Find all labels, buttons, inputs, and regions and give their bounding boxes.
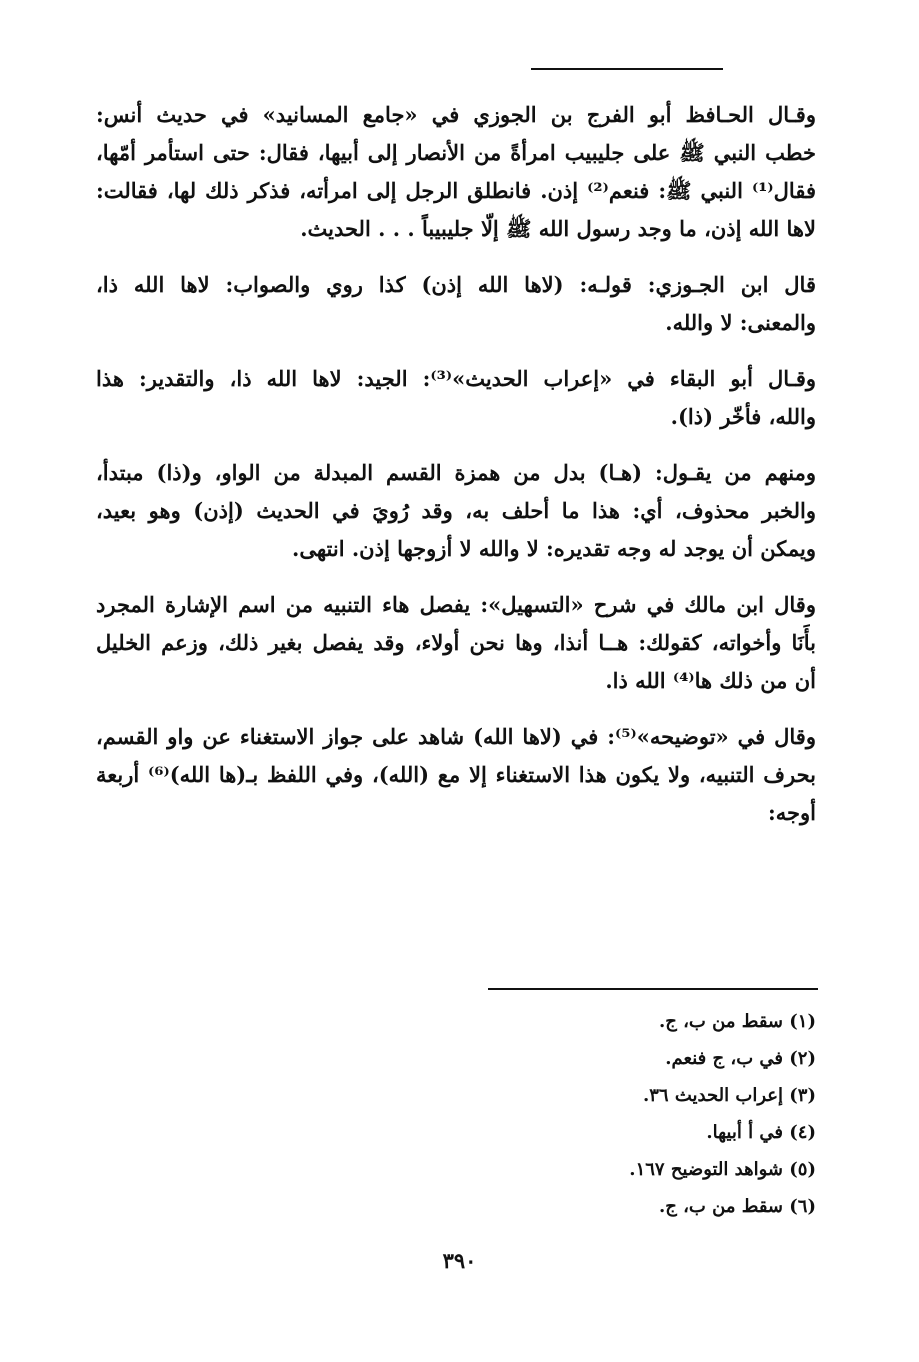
text-line: والمعنى: لا والله. — [665, 310, 816, 335]
footnote: (٦) سقط من ب، ج. — [658, 1196, 816, 1217]
text-line: فقال⁽¹⁾ النبي ﷺ: فنعم⁽²⁾ إذن. فانطلق الرجل إلى امرأته، فذكر ذلك لها، فقالت: — [96, 178, 816, 203]
text-line: قال ابن الجـوزي: قولـه: (لاها الله إذن) كذا روي والصواب: لاها الله ذا، — [96, 272, 816, 297]
text-line: والله، فأخّر (ذا). — [670, 404, 816, 429]
paragraph-5 — [96, 586, 816, 700]
footnotes — [480, 1003, 816, 1225]
footnote: (٢) في ب، ج فنعم. — [665, 1048, 816, 1069]
text-line: أن من ذلك ها⁽⁴⁾ الله ذا. — [605, 668, 816, 693]
paragraph-2 — [96, 266, 816, 342]
paragraph-1 — [96, 96, 816, 248]
text-line: وقال في «توضيحه»⁽⁵⁾: في (لاها الله) شاهد على جواز الاستغناء عن واو القسم، — [96, 724, 816, 749]
text-line: بأَنَا وأخواته، كقولك: هــا أنذا، وها نحن أولاء، وقد يفصل بغير ذلك، وزعم الخليل — [96, 630, 816, 655]
paragraph-3 — [96, 360, 816, 436]
paragraph-4 — [96, 454, 816, 568]
text-line: أوجه: — [768, 800, 816, 825]
footnote: (٤) في أ أبيها. — [706, 1122, 816, 1143]
text-line: وقـال الحـافظ أبو الفرج بن الجوزي في «جامع المسانيد» في حديث أنس: — [96, 102, 816, 127]
paragraph-6 — [96, 718, 816, 832]
footnote: (٥) شواهد التوضيح ١٦٧. — [629, 1159, 816, 1180]
text-line: ويمكن أن يوجد له وجه تقديره: لا والله لا أزوجها إذن. انتهى. — [292, 536, 816, 561]
footnote: (١) سقط من ب، ج. — [658, 1011, 816, 1032]
footnote: (٣) إعراب الحديث ٣٦. — [642, 1085, 816, 1106]
text-line: بحرف التنبيه، ولا يكون هذا الاستغناء إلا مع (الله)، وفي اللفظ بـ(ها الله)⁽⁶⁾ أربعة — [96, 762, 816, 787]
text-line: خطب النبي ﷺ على جليبيب امرأةً من الأنصار إلى أبيها، فقال: حتى استأمر أمّها، — [96, 140, 816, 165]
text-line: وقال ابن مالك في شرح «التسهيل»: يفصل هاء التنبيه من اسم الإشارة المجرد — [96, 592, 816, 617]
text-line: وقـال أبو البقاء في «إعراب الحديث»⁽³⁾: الجيد: لاها الله ذا، والتقدير: هذا — [96, 366, 817, 391]
footnote-rule — [488, 988, 818, 990]
text-line: والخبر محذوف، أي: هذا ما أحلف به، وقد رُويَ في الحديث (إذن) وهو بعيد، — [96, 498, 816, 523]
text-line: لاها الله إذن، ما وجد رسول الله ﷺ إلّا جليبيباً . . . الحديث. — [300, 216, 816, 241]
page-number: ٣٩٠ — [442, 1248, 477, 1273]
header-rule — [531, 68, 723, 70]
text-line: ومنهم من يقـول: (هـا) بدل من همزة القسم المبدلة من الواو، و(ذا) مبتدأ، — [96, 460, 816, 485]
main-text — [96, 96, 816, 850]
